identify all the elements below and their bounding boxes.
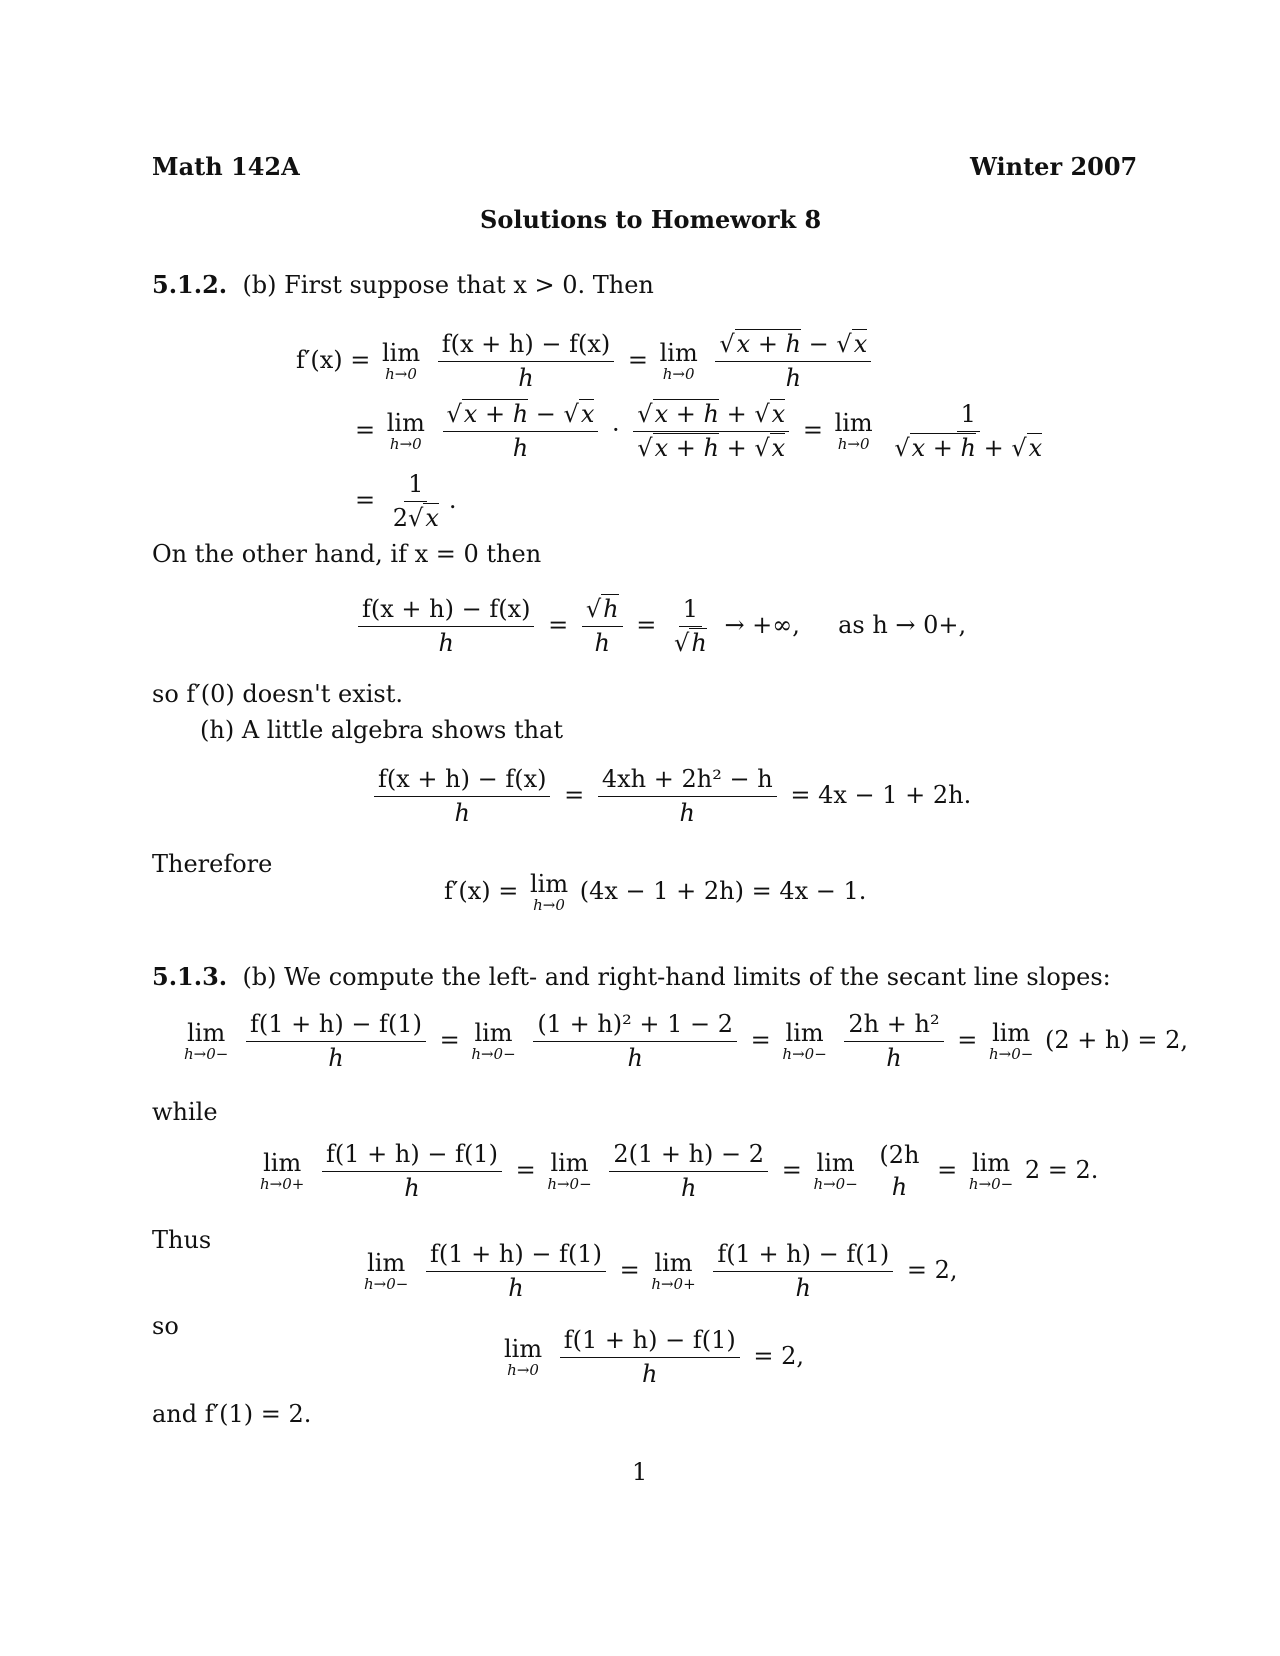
eq-512h: $\frac{f(x + h) - f(x)}{h}$ = $\frac{\text{4xh + 2h² − h}}{h}$ = 4x − 1 + 2h. [368, 765, 971, 828]
problem-512-intro: 5.1.2. (b) First suppose that x > 0. Then [152, 270, 654, 299]
thus-text: Thus [152, 1226, 212, 1254]
course-title: Math 142A [152, 152, 300, 181]
eq-512-line2: = lim h→0 $\frac{√x + h - √x}{h}$ · $\frac{√x + h + √x}{√x + h + √x}$ = lim h→0 $\frac{1}{√x + h + √x}$ [355, 400, 1043, 462]
eq-513-thus: lim h→0− $\frac{f(1 + h) - f(1)}{h}$ = lim h→0+ $\frac{f(1 + h) - f(1)}{h}$ = 2, [364, 1240, 958, 1302]
eq-512h-final: f′(x) = lim h→0 (4x − 1 + 2h) = 4x − 1. [444, 870, 867, 914]
term: Winter 2007 [970, 152, 1138, 181]
conclusion-text: and f′(1) = 2. [152, 1400, 312, 1428]
while-text: while [152, 1098, 218, 1126]
eq-513-right: lim h→0+ $\frac{f(1 + h) - f(1)}{h}$ = lim h→0− $\frac{2(1 + h) - 2}{h}$ = lim h→0− (2h h = lim h→0− 2 = 2. [260, 1140, 1099, 1202]
part-h-intro: (h) A little algebra shows that [200, 716, 564, 744]
therefore-text: Therefore [152, 850, 273, 878]
page-title: Solutions to Homework 8 [480, 205, 822, 234]
page-number: 1 [632, 1458, 648, 1486]
so-text-2: so [152, 1312, 179, 1340]
eq-512-line3: = $\frac{1}{2√x}$ . [355, 470, 457, 532]
eq-513-so: lim h→0 $\frac{f(1 + h) - f(1)}{h}$ = 2, [504, 1326, 804, 1388]
problem-513-intro: 5.1.3. (b) We compute the left- and right-hand limits of the secant line slopes: [152, 962, 1111, 991]
eq-512-x0: $\frac{f(x + h) - f(x)}{h}$ = $\frac{√h}{h}$ = $\frac{1}{√h}$ → +∞, as h → 0+, [352, 595, 966, 658]
eq-512-line1: f′(x) = lim h→0 $\frac{f(x + h) - f(x)}{h}$ = lim h→0 $\frac{√x + h - √x}{h}$ [296, 330, 877, 393]
other-hand-text: On the other hand, if x = 0 then [152, 540, 542, 568]
so-text: so f′(0) doesn't exist. [152, 680, 404, 708]
eq-513-left: lim h→0− $\frac{f(1 + h) - f(1)}{h}$ = lim h→0− $\frac{\text{(1 + h)² + 1 − 2}}{h}$ = lim h→0− $\frac{\text{2h + h²}}{h}$ = lim h→0− (2 + h) = 2, [184, 1010, 1189, 1072]
